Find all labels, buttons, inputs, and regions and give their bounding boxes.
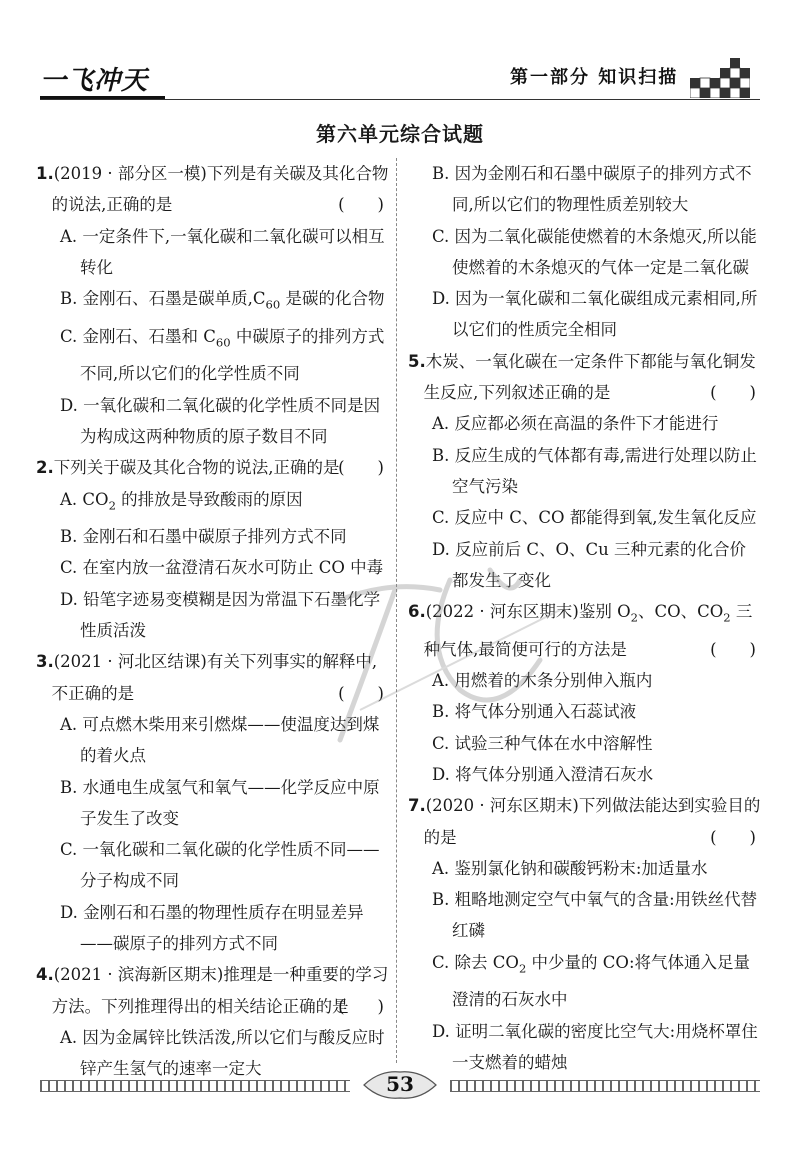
option-a: A. 反应都必须在高温的条件下才能进行 xyxy=(432,414,719,434)
footer-border-right xyxy=(450,1080,760,1092)
column-divider xyxy=(396,158,397,1063)
page-title: 第六单元综合试题 xyxy=(316,122,484,146)
right-column xyxy=(408,158,762,1078)
option-a: A. $CO_2$ 的排放是导致酸雨的原因 xyxy=(60,489,303,512)
answer-blank: ( ) xyxy=(338,683,384,703)
question-stem: (2021 · 河北区结课)有关下列事实的解释中,不正确的是 xyxy=(51,652,378,703)
option-c: C. 反应中 C、CO 都能得到氧,发生氧化反应 xyxy=(432,508,757,528)
answer-blank: ( ) xyxy=(710,827,756,847)
question-stem: 木炭、一氧化碳在一定条件下都能与氧化铜发生反应,下列叙述正确的是 xyxy=(423,351,756,403)
option-d: D. 证明二氧化碳的密度比空气大:用烧杯罩住一支燃着的蜡烛 xyxy=(432,1021,758,1072)
answer-blank: ( ) xyxy=(710,639,756,659)
option-c: C. 一氧化碳和二氧化碳的化学性质不同——分子构成不同 xyxy=(60,840,380,891)
option-a: A. 用燃着的木条分别伸入瓶内 xyxy=(432,671,653,691)
answer-blank: ( ) xyxy=(710,383,756,403)
page-number: 53 xyxy=(386,1072,414,1096)
question-1 xyxy=(36,158,390,452)
option-b: B. 反应生成的气体都有毒,需进行处理以防止空气污染 xyxy=(432,445,757,496)
option-c: C. 试验三种气体在水中溶解性 xyxy=(432,733,653,753)
page-header xyxy=(0,0,800,110)
option-c: C. 金刚石、石墨和 $C_{60}$ 中碳原子的排列方式不同,所以它们的化学性质不同 xyxy=(60,326,385,384)
question-7 xyxy=(408,790,762,1078)
option-d: D. 一氧化碳和二氧化碳的化学性质不同是因为构成这两种物质的原子数目不同 xyxy=(60,395,381,446)
option-d: D. 反应前后 C、O、Cu 三种元素的化合价都发生了变化 xyxy=(432,539,747,590)
option-c: C. 因为二氧化碳能使燃着的木条熄灭,所以能使燃着的木条熄灭的气体一定是二氧化碳 xyxy=(432,226,757,277)
header-rule xyxy=(40,99,760,100)
question-2 xyxy=(36,452,390,646)
option-a: A. 可点燃木柴用来引燃煤——使温度达到煤的着火点 xyxy=(60,714,380,766)
option-b: B. 将气体分别通入石蕊试液 xyxy=(432,702,637,722)
question-number: 2. xyxy=(36,458,54,478)
question-6: 6.(2022 · 河东区期末)鉴别 $O_2$、CO、$CO_2$ 三种气体,最简便可行的方法是 ( ) A. 用燃着的木条分别伸入瓶内 B. 将气体分别通入石蕊试液 C. 试验三种气体在水中溶解性 D. 将气体分别通入澄清石灰水 xyxy=(408,596,762,790)
question-number: 3. xyxy=(36,652,54,672)
option-d: D. 金刚石和石墨的物理性质存在明显差异——碳原子的排列方式不同 xyxy=(60,902,364,954)
brand-logo: 一飞冲天 xyxy=(40,66,149,96)
question-stem: 下列关于碳及其化合物的说法,正确的是 xyxy=(53,458,340,478)
question-5 xyxy=(408,346,762,596)
option-c: C. 除去 $CO_2$ 中少量的 CO:将气体通入足量澄清的石灰水中 xyxy=(432,952,750,1010)
answer-blank: ( ) xyxy=(338,996,384,1016)
question-stem: (2021 · 滨海新区期末)推理是一种重要的学习方法。下列推理得出的相关结论正确的是 xyxy=(51,965,389,1016)
page-footer xyxy=(0,1062,800,1112)
option-b: B. 金刚石和石墨中碳原子排列方式不同 xyxy=(60,527,347,547)
footer-border-left xyxy=(40,1080,350,1092)
option-b: B. 粗略地测定空气中氧气的含量:用铁丝代替红磷 xyxy=(432,890,758,941)
option-d: D. 将气体分别通入澄清石灰水 xyxy=(432,764,654,784)
question-number: 4. xyxy=(36,965,54,985)
question-number: 7. xyxy=(408,796,426,816)
question-3 xyxy=(36,646,390,959)
option-d: D. 铅笔字迹易变模糊是因为常温下石墨化学性质活泼 xyxy=(60,589,381,641)
option-a: A. 一定条件下,一氧化碳和二氧化碳可以相互转化 xyxy=(60,226,385,277)
option-b: B. 因为金刚石和石墨中碳原子的排列方式不同,所以它们的物理性质差别较大 xyxy=(432,164,752,215)
option-b: B. 水通电生成氢气和氧气——化学反应中原子发生了改变 xyxy=(60,777,380,828)
option-b: B. 金刚石、石墨是碳单质$,C_{60}$ 是碳的化合物 xyxy=(60,289,385,312)
option-a: A. 鉴别氯化钠和碳酸钙粉末:加适量水 xyxy=(432,858,708,878)
question-stem: (2019 · 部分区一模)下列是有关碳及其化合物的说法,正确的是 xyxy=(51,164,389,215)
question-number: 1. xyxy=(36,164,54,183)
answer-blank: ( ) xyxy=(338,458,384,478)
option-a: A. 因为金属锌比铁活泼,所以它们与酸反应时锌产生氢气的速率一定大 xyxy=(60,1027,385,1079)
left-column xyxy=(36,158,390,1085)
question-number: 6. xyxy=(408,602,426,622)
question-stem: (2020 · 河东区期末)下列做法能达到实验目的的是 xyxy=(423,796,761,847)
checker-decoration-icon xyxy=(690,58,750,98)
answer-blank: ( ) xyxy=(338,195,384,215)
option-d: D. 因为一氧化碳和二氧化碳组成元素相同,所以它们的性质完全相同 xyxy=(432,289,758,340)
option-c: C. 在室内放一盆澄清石灰水可防止 CO 中毒 xyxy=(60,558,384,578)
question-4-continued xyxy=(408,158,762,346)
section-label: 第一部分 知识扫描 xyxy=(510,67,679,88)
question-number: 5. xyxy=(408,351,426,371)
